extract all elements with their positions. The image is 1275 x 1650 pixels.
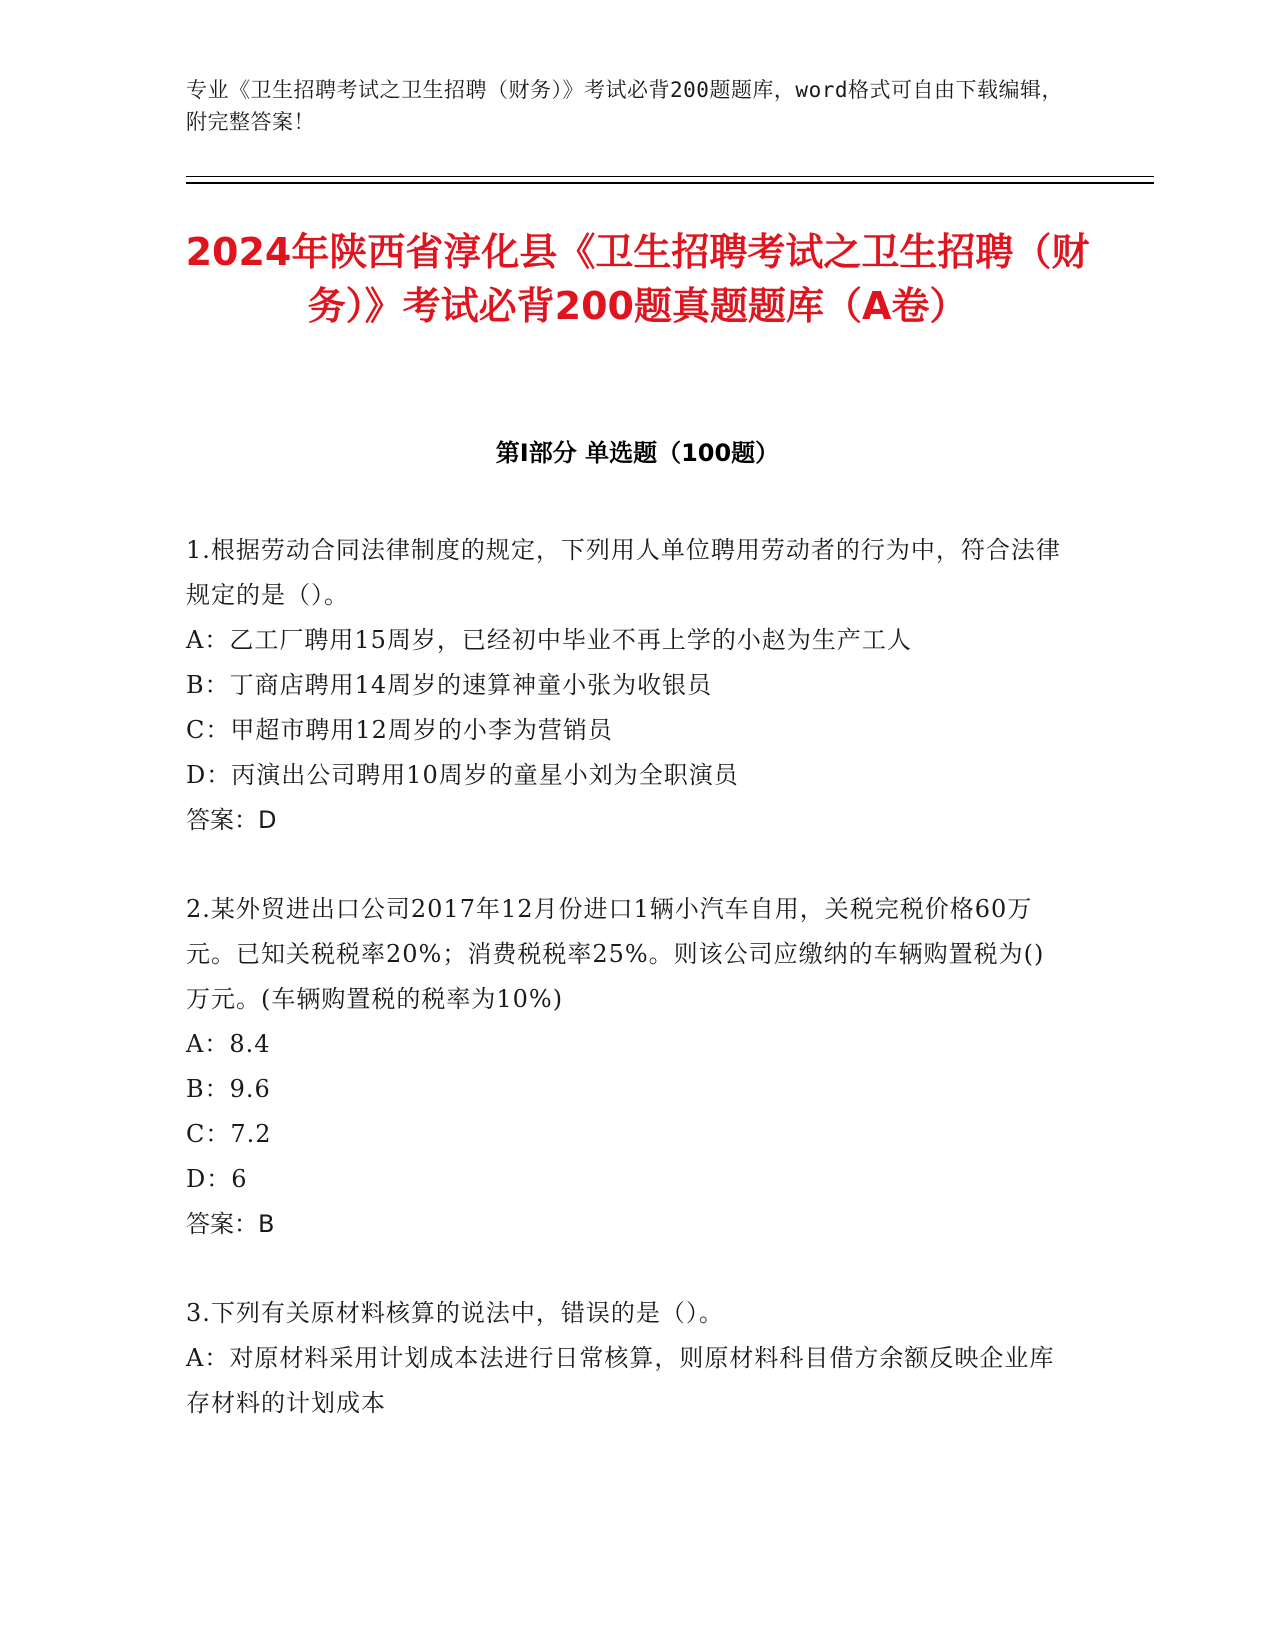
answer: 答案：B <box>186 1210 275 1238</box>
question-3 <box>186 1291 1066 1426</box>
question-1 <box>186 528 1066 843</box>
option-c: C：7.2 <box>186 1120 272 1148</box>
header-rule-thin <box>186 176 1154 177</box>
header-note: 专业《卫生招聘考试之卫生招聘（财务）》考试必背200题题库，word格式可自由下载编辑，附完整答案！ <box>186 78 1063 134</box>
option-a: A：乙工厂聘用15周岁，已经初中毕业不再上学的小赵为生产工人 <box>186 626 912 654</box>
answer: 答案：D <box>186 806 277 834</box>
question-stem: 3.下列有关原材料核算的说法中，错误的是（）。 <box>186 1299 724 1327</box>
document-title: 2024年陕西省淳化县《卫生招聘考试之卫生招聘（财务）》考试必背200题真题题库（A卷） <box>185 230 1090 328</box>
header-rule-thick <box>186 182 1154 184</box>
option-d: D：丙演出公司聘用10周岁的童星小刘为全职演员 <box>186 761 739 789</box>
question-stem: 2.某外贸进出口公司2017年12月份进口1辆小汽车自用，关税完税价格60万元。已知关税税率20%；消费税税率25%。则该公司应缴纳的车辆购置税为()万元。(车辆购置税的税率为10%) <box>186 895 1045 1013</box>
question-stem: 1.根据劳动合同法律制度的规定，下列用人单位聘用劳动者的行为中，符合法律规定的是（）。 <box>186 536 1061 609</box>
option-b: B：9.6 <box>186 1075 271 1103</box>
option-a: A：对原材料采用计划成本法进行日常核算，则原材料科目借方余额反映企业库存材料的计划成本 <box>186 1344 1055 1417</box>
question-list <box>186 528 1066 1470</box>
option-d: D：6 <box>186 1165 248 1193</box>
option-a: A：8.4 <box>186 1030 271 1058</box>
option-c: C：甲超市聘用12周岁的小李为营销员 <box>186 716 613 744</box>
option-b: B：丁商店聘用14周岁的速算神童小张为收银员 <box>186 671 713 699</box>
section-heading: 第I部分 单选题（100题） <box>495 439 780 467</box>
question-2 <box>186 887 1066 1247</box>
